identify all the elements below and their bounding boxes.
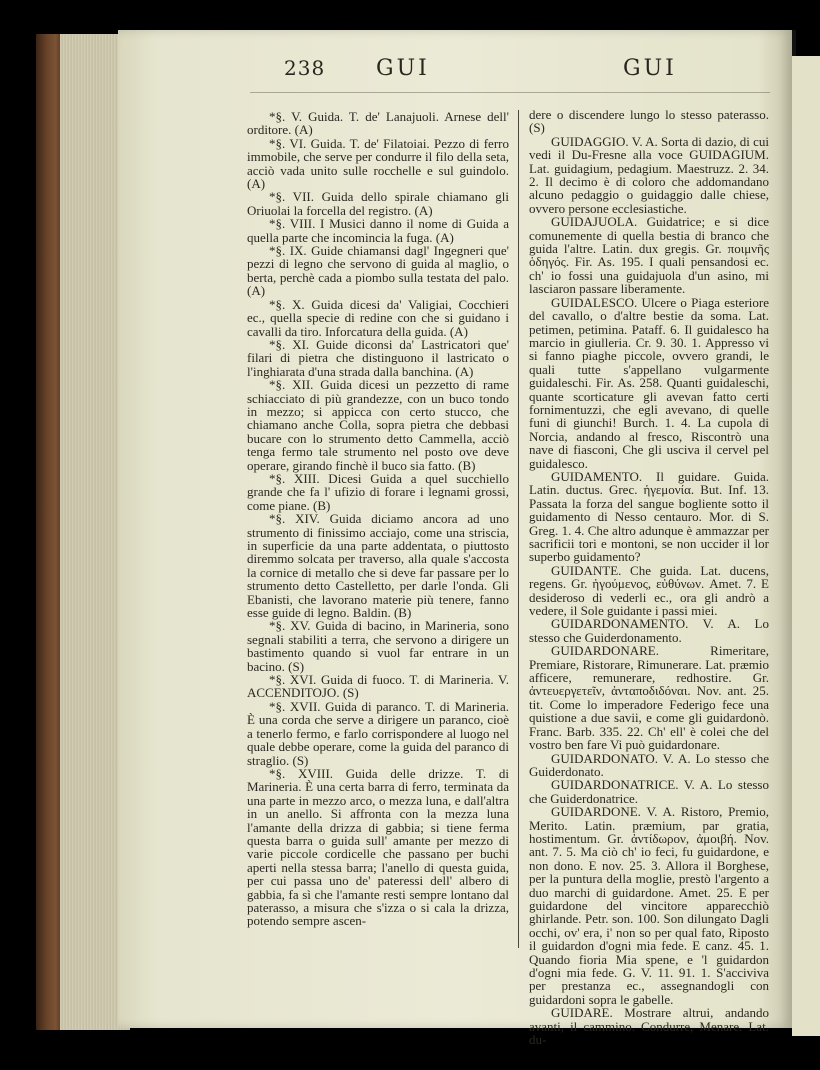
- dictionary-entry: GUIDAMENTO. Il guidare. Guida. Latin. ductus. Grec. ἡγεμονία. But. Inf. 13. Passata la forza del sangue bogliente sotto il guidamento di Nesso centauro. Mor. di S. Greg. 1. 4. Che altro adunque è ammazzar per sacrificii tori e montoni, se non uccider il lor superbo guidamento?: [529, 468, 769, 565]
- dictionary-entry: *§. XVI. Guida di fuoco. T. di Marineria. V. ACCENDITOJO. (S): [247, 672, 509, 701]
- dictionary-entry: *§. VIII. I Musici danno il nome di Guida a quella parte che incomincia la fuga. (A): [247, 216, 509, 245]
- dictionary-entry: *§. VII. Guida dello spirale chiamano gli Oriuolai la forcella del registro. (A): [247, 189, 509, 218]
- dictionary-entry: GUIDARDONE. V. A. Ristoro, Premio, Merito. Latin. præmium, par gratia, hostimentum. Gr. ἀντίδωρον, ἀμοιβή. Nov. ant. 7. 5. Ma ciò ch' io feci, fu guidardone, e non dono. E nov. 25. 3. Allora il Borghese, per la puntura della moglie, prestò l'argento a duo marchi di guidardone. Amet. 25. E per guidardone del vincitore apparecchiò ghirlande. Petr. son. 100. Son dilungato Dagli occhi, ov' era, i' non so per qual fato, Riposto il guidardon d'ogni mia fede. E canz. 45. 1. Quando fioria Mia spene, e 'l guidardon d'ogni mia fede. G. V. 11. 91. 1. S'acciviva per prestanza ec., assegnandogli con guidardoni sopra le gabelle.: [529, 804, 769, 1007]
- running-head-left: GUI: [376, 56, 430, 81]
- dictionary-entry: GUIDARDONATRICE. V. A. Lo stesso che Guiderdonatrice.: [529, 777, 769, 806]
- page-number: 238: [284, 56, 326, 80]
- dictionary-entry: *§. XII. Guida dicesi un pezzetto di rame schiacciato di più grandezze, con un buco tondo in mezzo; si appicca con certo stucco, che chiamano anche Colla, sopra pietra che debbasi bucare con lo strumento detto Cammella, acciò tenga fermo tale strumento nel posto ove deve operare, girando finchè il buco sia fatto. (B): [247, 377, 509, 473]
- right-column: [529, 108, 769, 1046]
- dictionary-entry: *§. XVII. Guida di paranco. T. di Marineria. È una corda che serve a dirigere un paranco, cioè a tenerlo fermo, e farlo corrispondere al luogo nel quale debbe operare, come la guida del paranco di straglio. (S): [247, 698, 509, 768]
- dictionary-entry: *§. XIV. Guida diciamo ancora ad uno strumento di finissimo acciajo, come una striscia, in superficie da una parte addentata, o piuttosto diremmo solcata per traverso, alla quale s'accosta la cornice di metallo che si deve far passare per lo strumento detto Castelletto, per darle l'onda. Gli Ebanisti, che lavorano materie più tenere, fanno esse guide di legno. Baldin. (B): [247, 511, 509, 621]
- dictionary-entry: GUIDARDONATO. V. A. Lo stesso che Guiderdonato.: [529, 750, 769, 779]
- dictionary-entry: GUIDAGGIO. V. A. Sorta di dazio, di cui vedi il Du-Fresne alla voce GUIDAGIUM. Lat. guidagium, pedagium. Maestruzz. 2. 34. 2. Il decimo è di coloro che addomandano alcuno pedaggio o guidaggio dalle chiese, ovvero persone ecclesiastiche.: [529, 133, 769, 216]
- dictionary-entry: *§. XV. Guida di bacino, in Marineria, sono segnali stabiliti a terra, che servono a dirigere un bastimento quando si vuol far entrare in un bacino. (S): [247, 618, 509, 674]
- running-head-right: GUI: [623, 56, 677, 81]
- dictionary-entry: *§. IX. Guide chiamansi dagl' Ingegneri que' pezzi di legno che servono di guida al maglio, o berta, perchè cada a piombo sulla testata del palo. (A): [247, 243, 509, 299]
- column-divider: [518, 110, 519, 948]
- header-divider: [250, 92, 770, 93]
- dictionary-entry: GUIDARDONAMENTO. V. A. Lo stesso che Guiderdonamento.: [529, 616, 769, 645]
- left-column: [247, 110, 509, 928]
- dictionary-entry: GUIDARE. Mostrare altrui, andando avanti, il cammino. Condurre, Menare. Lat. du-: [529, 1005, 769, 1048]
- facing-page-edge: [792, 56, 820, 1036]
- dictionary-entry: *§. VI. Guida. T. de' Filatoiai. Pezzo di ferro immobile, che serve per condurre il filo della seta, acciò vada unito sulle rocchelle e sul guindolo. (A): [247, 135, 509, 192]
- dictionary-entry: *§. XI. Guide diconsi da' Lastricatori que' filari di pietra che distinguono il lastricato o l'inghiarata d'una strada dalla banchina. (A): [247, 336, 509, 379]
- dictionary-entry: *§. V. Guida. T. de' Lanajuoli. Arnese dell' orditore. (A): [247, 109, 509, 138]
- dictionary-entry: *§. X. Guida dicesi da' Valigiai, Cocchieri ec., quella specie di redine con che si guidano i cavalli da tiro. Inforcatura della guida. (A): [247, 296, 509, 339]
- dictionary-entry: GUIDARDONARE. Rimeritare, Premiare, Ristorare, Rimunerare. Lat. præmio afficere, remunerare, redhostire. Gr. ἀντευεργετεῖν, ἀνταποδιδόναι. Nov. ant. 25. tit. Come lo imperadore Federigo fece una quistione a due savii, e come gli guidardonò. Franc. Barb. 335. 22. Ch' ell' è colei che del vostro ben fare Vi può guidardonare.: [529, 643, 769, 753]
- dictionary-entry: dere o discendere lungo lo stesso paterasso. (S): [529, 107, 769, 136]
- dictionary-entry: GUIDAJUOLA. Guidatrice; e si dice comunemente di quella bestia di branco che guida l'altre. Latin. dux gregis. Gr. ποιμνῆς ὁδηγός. Fir. As. 195. I quali pensandosi ec. ch' io fossi una guidajuola d'un asino, mi lasciaron passare liberamente.: [529, 214, 769, 297]
- dictionary-entry: *§. XIII. Dicesi Guida a quel succhiello grande che fa l' ufizio di forare i legnami grossi, come piane. (B): [247, 470, 509, 513]
- dictionary-entry: GUIDALESCO. Ulcere o Piaga esteriore del cavallo, o d'altre bestie da soma. Lat. petimen, petimina. Pataff. 6. Il guidalesco ha marcio in giulleria. Cr. 9. 30. 1. Appresso vi si fanno piaghe piccole, ovvero grandi, le quali tutte s'appellano vulgarmente guidaleschi. Fir. As. 258. Quanti guidaleschi, quante scorticature gli avevan fatto certi fornimentuzzi, che egli avevano, di quelle funi di giunchi! Burch. 1. 4. La cupola di Norcia, andando al fresco, Riscontrò una nave di fiasconi, Che gli usciva il cervel pel guidalesco.: [529, 294, 769, 471]
- dictionary-entry: *§. XVIII. Guida delle drizze. T. di Marineria. È una certa barra di ferro, terminata da una parte in mezzo arco, o mezza luna, e dall'altra in un anello. Si affronta con la mezza luna l'amante della drizza di gabbia; si tiene ferma questa barra o guida sull' amante per mezzo di varie piccole cordicelle che passano per buchi aperti nella stessa barra; l'anello di questa guida, per cui passa uno de' pateressi dell' albero di gabbia, fa sì che l'amante resti sempre lontano dal paterasso, a misura che s'izza o si cala la drizza, potendo sempre ascen-: [247, 765, 509, 929]
- dictionary-entry: GUIDANTE. Che guida. Lat. ducens, regens. Gr. ἡγούμενος, εὐθύνων. Amet. 7. E desideroso di vederli ec., ora gli andrò a vedere, il Sole guidante i passi miei.: [529, 562, 769, 619]
